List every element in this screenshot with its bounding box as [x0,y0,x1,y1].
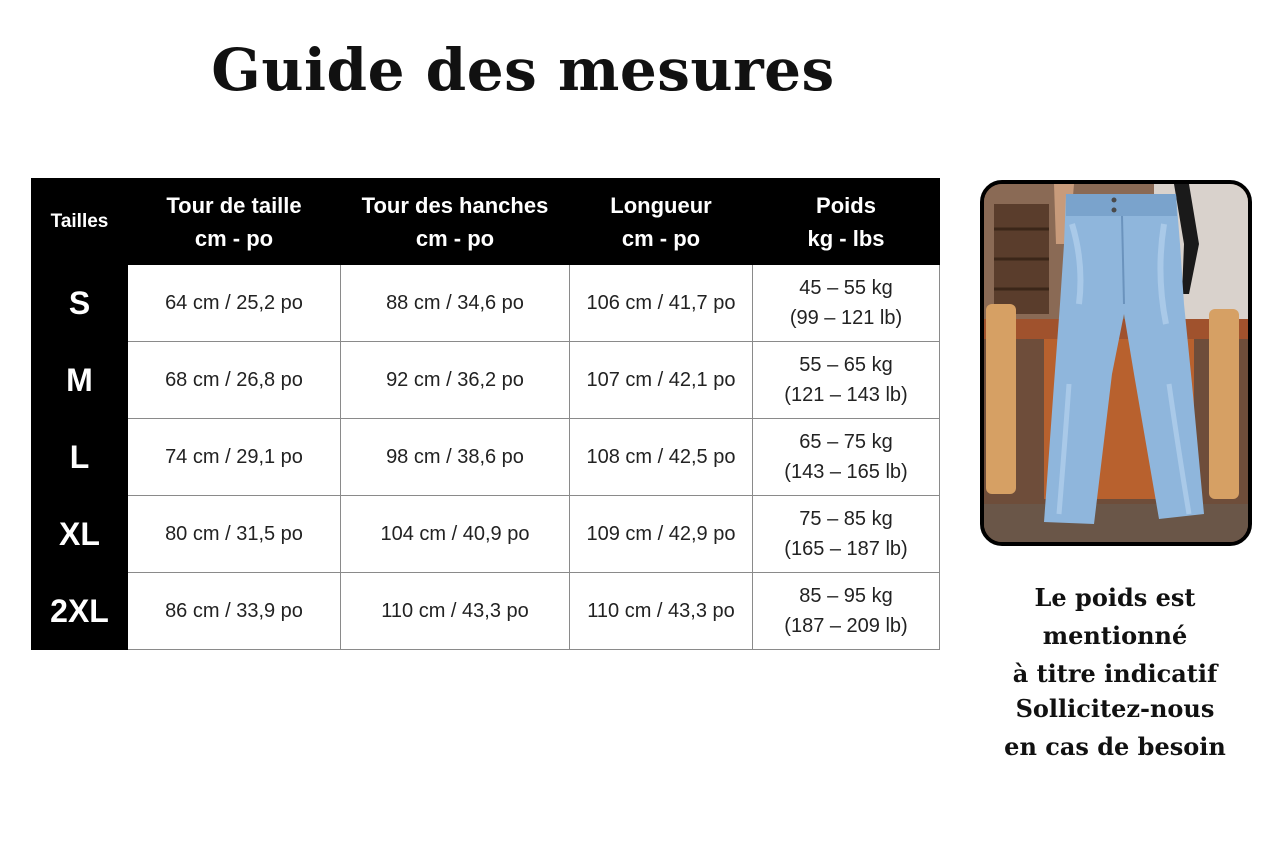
header-waist-label: Tour de taille [166,192,302,218]
waist-cell: 68 cm / 26,8 po [128,342,341,419]
page-title: Guide des mesures [211,36,835,104]
table-row [32,573,940,650]
weight-cell [753,265,940,342]
weight-cell [753,342,940,419]
header-length-label: Longueur [610,192,712,218]
header-waist-unit: cm - po [194,225,274,251]
waist-cell: 64 cm / 25,2 po [128,265,341,342]
waist-cell: 86 cm / 33,9 po [128,573,341,650]
weight-kg: 65 – 75 kg [799,431,893,453]
waist-cell: 80 cm / 31,5 po [128,496,341,573]
header-row [32,179,940,265]
weight-cell [753,496,940,573]
contact-line-2: en cas de besoin [1004,732,1226,761]
weight-kg: 55 – 65 kg [799,354,893,376]
header-waist [128,179,341,265]
jeans-illustration [984,184,1248,542]
size-chart-table [31,178,940,650]
waist-cell: 74 cm / 29,1 po [128,419,341,496]
table-row [32,342,940,419]
weight-disclaimer-note [960,579,1270,693]
weight-lb: (187 – 209 lb) [784,615,908,637]
header-hips-unit: cm - po [415,225,495,251]
header-length [570,179,753,265]
hips-cell: 98 cm / 38,6 po [341,419,570,496]
weight-kg: 45 – 55 kg [799,277,893,299]
hips-cell: 92 cm / 36,2 po [341,342,570,419]
weight-kg: 85 – 95 kg [799,585,893,607]
contact-line-1: Sollicitez-nous [1015,694,1215,723]
contact-note [960,690,1270,766]
weight-disclaimer-line-2: à titre indicatif [1012,659,1218,688]
header-size: Tailles [32,179,128,265]
header-hips-label: Tour des hanches [361,192,549,218]
weight-cell [753,419,940,496]
length-cell: 107 cm / 42,1 po [570,342,753,419]
hips-cell: 110 cm / 43,3 po [341,573,570,650]
weight-cell [753,573,940,650]
size-label: 2XL [32,573,128,650]
weight-lb: (165 – 187 lb) [784,538,908,560]
length-cell: 106 cm / 41,7 po [570,265,753,342]
table-row [32,265,940,342]
weight-disclaimer-line-1: Le poids est mentionné [1034,583,1196,650]
length-cell: 110 cm / 43,3 po [570,573,753,650]
hips-cell: 88 cm / 34,6 po [341,265,570,342]
size-label: M [32,342,128,419]
hips-cell: 104 cm / 40,9 po [341,496,570,573]
jeans-product-photo [980,180,1252,546]
table-row [32,419,940,496]
weight-lb: (143 – 165 lb) [784,461,908,483]
table-row [32,496,940,573]
size-label: XL [32,496,128,573]
weight-kg: 75 – 85 kg [799,508,893,530]
header-hips [341,179,570,265]
header-weight [753,179,940,265]
size-label: L [32,419,128,496]
weight-lb: (99 – 121 lb) [789,307,903,329]
length-cell: 108 cm / 42,5 po [570,419,753,496]
length-cell: 109 cm / 42,9 po [570,496,753,573]
weight-lb: (121 – 143 lb) [784,384,908,406]
header-weight-unit: kg - lbs [807,225,885,251]
header-weight-label: Poids [816,192,876,218]
header-length-unit: cm - po [621,225,701,251]
size-label: S [32,265,128,342]
